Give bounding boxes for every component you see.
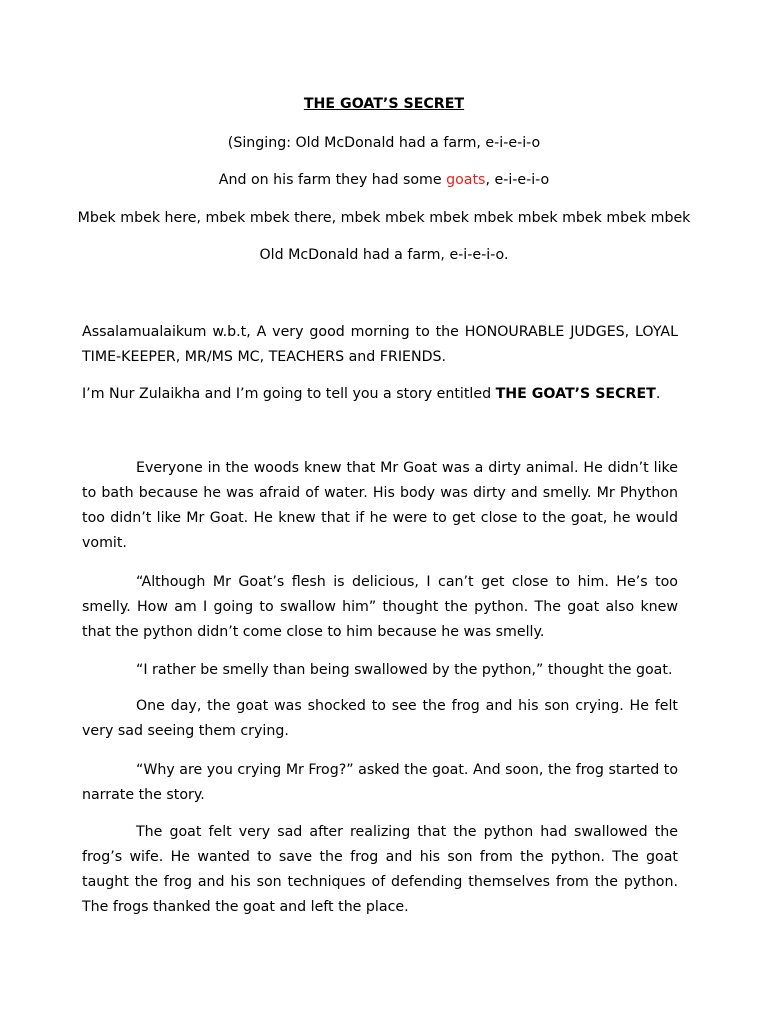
greeting-paragraph bbox=[82, 320, 678, 370]
song-line-1: (Singing: Old McDonald had a farm, e-i-e-i-o bbox=[227, 135, 541, 151]
document-title: THE GOAT’S SECRET bbox=[303, 96, 465, 112]
song-line-2 bbox=[0, 168, 768, 193]
story-paragraph-5 bbox=[82, 758, 678, 808]
story-paragraph-4 bbox=[82, 694, 678, 744]
greeting-text: Assalamualaikum w.b.t, A very good morning to the HONOURABLE JUDGES, LOYAL TIME-KEEPER, MR/MS MC, TEACHERS and FRIENDS. bbox=[82, 324, 678, 365]
story-text: One day, the goat was shocked to see the frog and his son crying. He felt very sad seeing them crying. bbox=[82, 698, 678, 739]
song-line-4: Old McDonald had a farm, e-i-e-i-o. bbox=[259, 247, 509, 263]
story-paragraph-2 bbox=[82, 570, 678, 645]
song-line-2-end: , e-i-e-i-o bbox=[485, 172, 550, 188]
story-paragraph-1 bbox=[82, 456, 678, 556]
story-text: “I rather be smelly than being swallowed by the python,” thought the goat. bbox=[136, 662, 673, 678]
story-text: “Why are you crying Mr Frog?” asked the goat. And soon, the frog started to narrate the story. bbox=[82, 762, 678, 803]
intro-paragraph bbox=[82, 382, 678, 407]
song-highlight-word: goats bbox=[446, 172, 486, 188]
intro-story-title: THE GOAT’S SECRET bbox=[495, 386, 656, 402]
intro-end: . bbox=[655, 386, 661, 402]
story-paragraph-6 bbox=[82, 820, 678, 920]
intro-start: I’m Nur Zulaikha and I’m going to tell you a story entitled bbox=[82, 386, 496, 402]
intro-text bbox=[82, 382, 678, 407]
story-text: “Although Mr Goat’s flesh is delicious, I can’t get close to him. He’s too smelly. How am I going to swallow him” thought the python. The goat also knew that the python didn’t come close to him because he was smelly. bbox=[82, 574, 678, 640]
song-line-3: Mbek mbek here, mbek mbek there, mbek mbek mbek mbek mbek mbek mbek mbek bbox=[77, 210, 691, 226]
song-line-2-start: And on his farm they had some bbox=[218, 172, 447, 188]
story-paragraph-3 bbox=[82, 658, 678, 683]
story-text: Everyone in the woods knew that Mr Goat was a dirty animal. He didn’t like to bath because he was afraid of water. His body was dirty and smelly. Mr Phython too didn’t like Mr Goat. He knew that if he were to get close to the goat, he would vomit. bbox=[82, 460, 678, 551]
story-text: The goat felt very sad after realizing that the python had swallowed the frog’s wife. He wanted to save the frog and his son from the python. The goat taught the frog and his son techniques of defending themselves from the python. The frogs thanked the goat and left the place. bbox=[82, 824, 678, 915]
